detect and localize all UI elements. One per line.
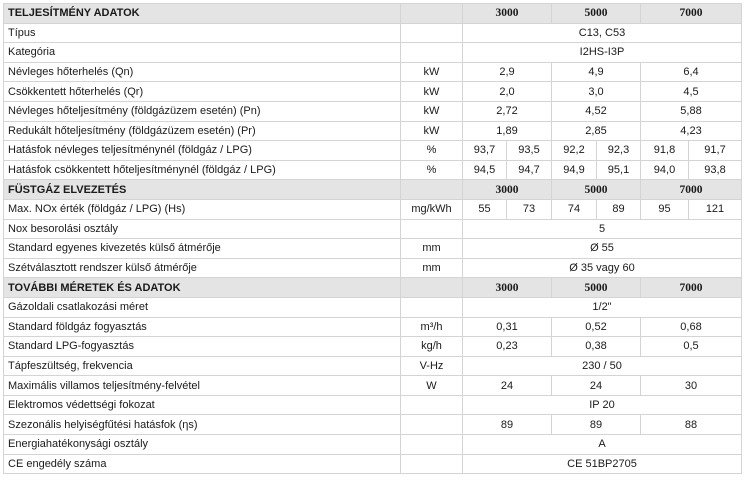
row-unit: kW	[401, 121, 463, 141]
row-label: Nox besorolási osztály	[4, 219, 401, 239]
row-value: 89	[552, 415, 641, 435]
row-value: 0,38	[552, 337, 641, 357]
row-value: 5,88	[641, 101, 742, 121]
row-label: Gázoldali csatlakozási méret	[4, 297, 401, 317]
row-value: 95	[641, 199, 689, 219]
row-value: 0,68	[641, 317, 742, 337]
row-value: 6,4	[641, 62, 742, 82]
row-value: 88	[641, 415, 742, 435]
row-unit: V-Hz	[401, 356, 463, 376]
model-header: 7000	[641, 180, 742, 200]
row-label: Max. NOx érték (földgáz / LPG) (Hs)	[4, 199, 401, 219]
row-label: Maximális villamos teljesítmény-felvétel	[4, 376, 401, 396]
table-row	[4, 258, 742, 278]
model-header: 3000	[463, 4, 552, 24]
row-label: Csökkentett hőterhelés (Qr)	[4, 82, 401, 102]
row-value: I2HS-I3P	[463, 43, 742, 63]
row-value: 1/2"	[463, 297, 742, 317]
row-value: 92,3	[597, 141, 641, 161]
table-row	[4, 376, 742, 396]
row-unit	[401, 454, 463, 474]
row-value: 94,7	[507, 160, 552, 180]
table-row	[4, 101, 742, 121]
row-value: 94,5	[463, 160, 507, 180]
row-value: Ø 55	[463, 239, 742, 259]
row-label: Standard egyenes kivezetés külső átmérője	[4, 239, 401, 259]
model-header: 7000	[641, 278, 742, 298]
row-label: Standard földgáz fogyasztás	[4, 317, 401, 337]
table-row	[4, 160, 742, 180]
row-value: 91,8	[641, 141, 689, 161]
row-value: 0,23	[463, 337, 552, 357]
row-label: Szezonális helyiségfűtési hatásfok (ηs)	[4, 415, 401, 435]
row-value: 89	[463, 415, 552, 435]
table-row	[4, 43, 742, 63]
row-value: 94,0	[641, 160, 689, 180]
row-unit	[401, 415, 463, 435]
table-row	[4, 62, 742, 82]
row-value: 4,52	[552, 101, 641, 121]
table-row	[4, 219, 742, 239]
table-row	[4, 121, 742, 141]
row-value: 4,9	[552, 62, 641, 82]
row-label: Tápfeszültség, frekvencia	[4, 356, 401, 376]
row-value: 0,52	[552, 317, 641, 337]
row-unit	[401, 297, 463, 317]
row-value: 92,2	[552, 141, 597, 161]
row-value: 230 / 50	[463, 356, 742, 376]
row-label: CE engedély száma	[4, 454, 401, 474]
section-title: TELJESÍTMÉNY ADATOK	[4, 4, 401, 24]
model-header: 5000	[552, 278, 641, 298]
row-value: 5	[463, 219, 742, 239]
section-title: TOVÁBBI MÉRETEK ÉS ADATOK	[4, 278, 401, 298]
row-label: Névleges hőterhelés (Qn)	[4, 62, 401, 82]
row-unit: kW	[401, 82, 463, 102]
model-header: 7000	[641, 4, 742, 24]
row-value: CE 51BP2705	[463, 454, 742, 474]
table-row	[4, 435, 742, 455]
row-value: 93,7	[463, 141, 507, 161]
row-value: 2,9	[463, 62, 552, 82]
row-unit	[401, 435, 463, 455]
section-title: FÜSTGÁZ ELVEZETÉS	[4, 180, 401, 200]
row-unit	[401, 395, 463, 415]
row-value: 2,85	[552, 121, 641, 141]
table-row	[4, 317, 742, 337]
table-row	[4, 199, 742, 219]
model-header: 3000	[463, 180, 552, 200]
row-value: Ø 35 vagy 60	[463, 258, 742, 278]
row-label: Kategória	[4, 43, 401, 63]
table-row	[4, 82, 742, 102]
row-label: Elektromos védettségi fokozat	[4, 395, 401, 415]
row-label: Standard LPG-fogyasztás	[4, 337, 401, 357]
table-row	[4, 337, 742, 357]
row-label: Energiahatékonysági osztály	[4, 435, 401, 455]
unit-header	[401, 278, 463, 298]
section-header-dimensions	[4, 278, 742, 298]
section-header-flue	[4, 180, 742, 200]
table-row	[4, 141, 742, 161]
row-value: 3,0	[552, 82, 641, 102]
spec-table	[3, 3, 742, 474]
row-label: Hatásfok csökkentett hőteljesítménynél (földgáz / LPG)	[4, 160, 401, 180]
row-unit: mm	[401, 258, 463, 278]
row-label: Névleges hőteljesítmény (földgázüzem esetén) (Pn)	[4, 101, 401, 121]
row-value: 0,31	[463, 317, 552, 337]
row-value: 24	[552, 376, 641, 396]
row-value: 4,5	[641, 82, 742, 102]
row-value: 91,7	[689, 141, 742, 161]
row-value: 74	[552, 199, 597, 219]
row-value: 94,9	[552, 160, 597, 180]
table-row	[4, 239, 742, 259]
row-value: 24	[463, 376, 552, 396]
row-value: 0,5	[641, 337, 742, 357]
model-header: 5000	[552, 4, 641, 24]
model-header: 5000	[552, 180, 641, 200]
row-unit	[401, 43, 463, 63]
row-value: 93,8	[689, 160, 742, 180]
row-value: 2,72	[463, 101, 552, 121]
table-row	[4, 454, 742, 474]
unit-header	[401, 4, 463, 24]
row-value: IP 20	[463, 395, 742, 415]
row-unit: W	[401, 376, 463, 396]
table-row	[4, 23, 742, 43]
row-unit: %	[401, 160, 463, 180]
row-value: C13, C53	[463, 23, 742, 43]
row-unit: %	[401, 141, 463, 161]
row-value: 121	[689, 199, 742, 219]
row-value: 55	[463, 199, 507, 219]
row-unit: m³/h	[401, 317, 463, 337]
row-unit: kW	[401, 62, 463, 82]
row-unit: mm	[401, 239, 463, 259]
row-label: Hatásfok névleges teljesítménynél (földgáz / LPG)	[4, 141, 401, 161]
row-value: 73	[507, 199, 552, 219]
row-value: 4,23	[641, 121, 742, 141]
row-value: A	[463, 435, 742, 455]
section-header-performance	[4, 4, 742, 24]
row-value: 30	[641, 376, 742, 396]
row-unit	[401, 219, 463, 239]
row-value: 89	[597, 199, 641, 219]
row-unit: mg/kWh	[401, 199, 463, 219]
table-row	[4, 356, 742, 376]
unit-header	[401, 180, 463, 200]
table-row	[4, 395, 742, 415]
row-label: Típus	[4, 23, 401, 43]
model-header: 3000	[463, 278, 552, 298]
row-value: 1,89	[463, 121, 552, 141]
row-unit: kW	[401, 101, 463, 121]
table-row	[4, 297, 742, 317]
row-value: 93,5	[507, 141, 552, 161]
row-value: 95,1	[597, 160, 641, 180]
row-label: Redukált hőteljesítmény (földgázüzem esetén) (Pr)	[4, 121, 401, 141]
row-unit: kg/h	[401, 337, 463, 357]
table-row	[4, 415, 742, 435]
row-value: 2,0	[463, 82, 552, 102]
row-unit	[401, 23, 463, 43]
row-label: Szétválasztott rendszer külső átmérője	[4, 258, 401, 278]
